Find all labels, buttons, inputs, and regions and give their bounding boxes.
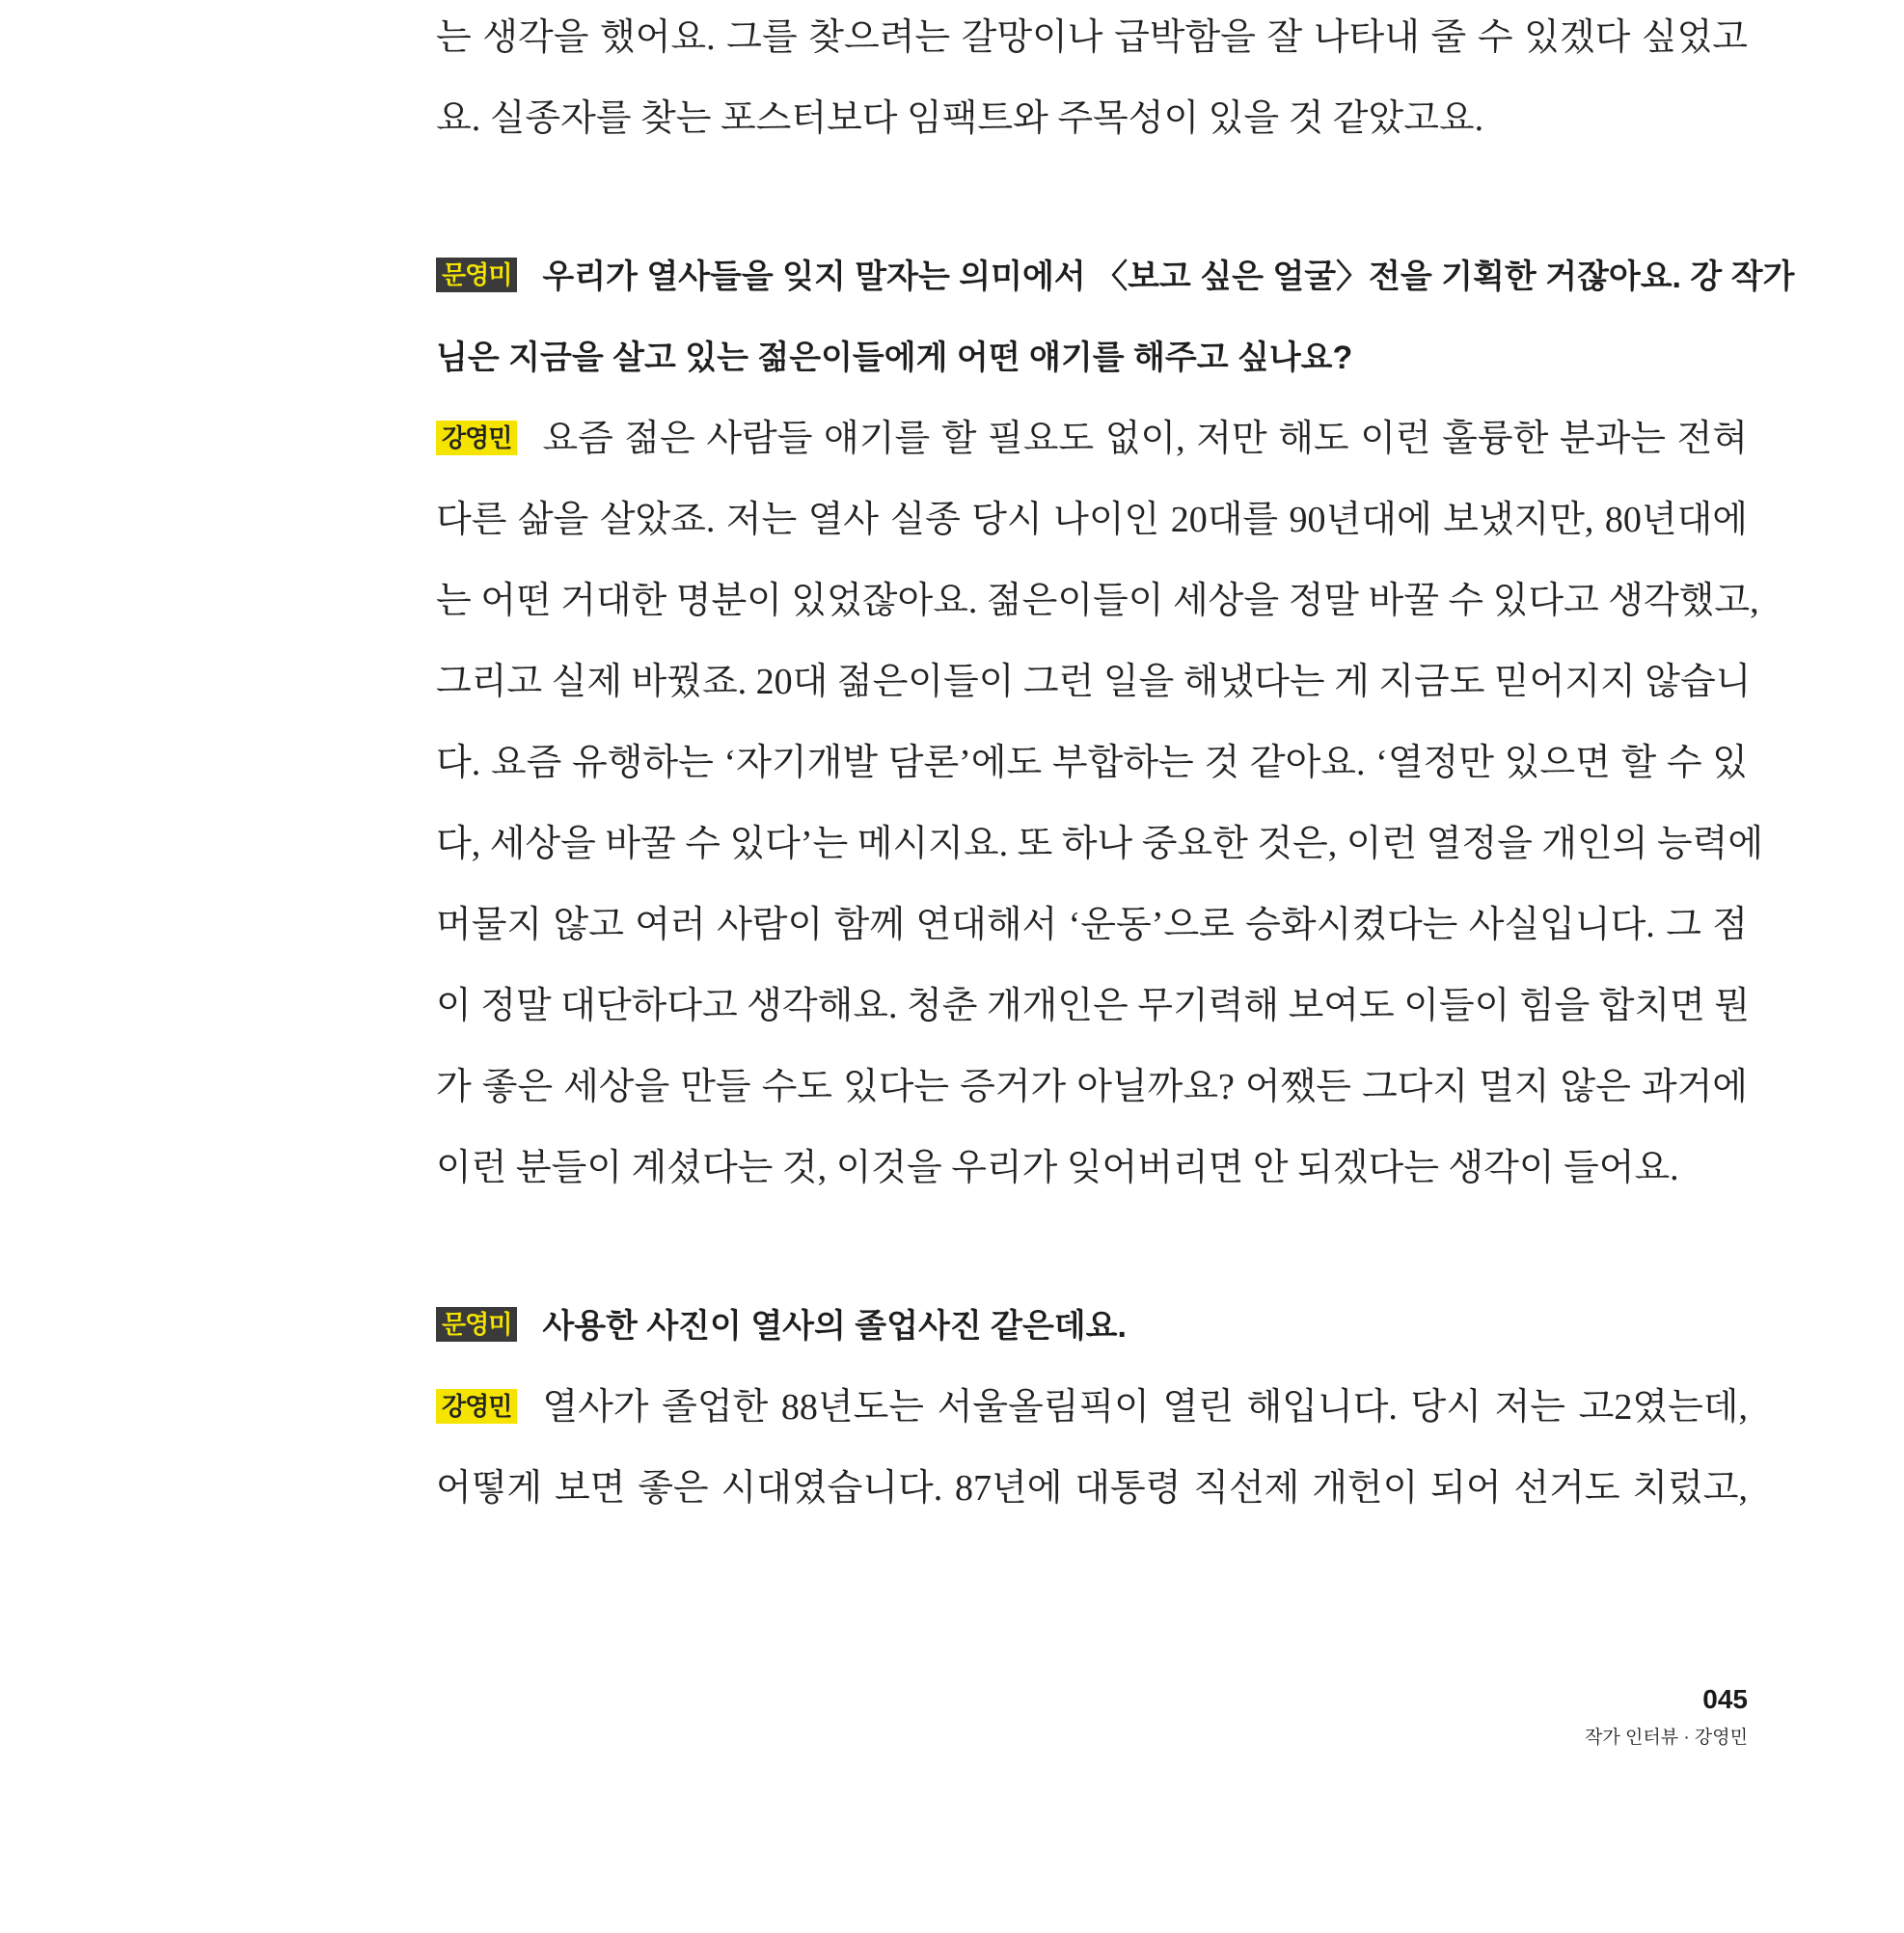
answer-line: 머물지 않고 여러 사람이 함께 연대해서 ‘운동’으로 승화시켰다는 사실입니다. 그 점 (436, 905, 1748, 945)
speaker-tag-author: 강영민 (436, 1389, 517, 1424)
question-text: 사용한 사진이 열사의 졸업사진 같은데요. (542, 1308, 1127, 1345)
answer-line: 그리고 실제 바꿨죠. 20대 젊은이들이 그런 일을 해냈다는 게 지금도 믿어지지 않습니 (436, 662, 1752, 702)
speaker-tag-interviewer: 문영미 (436, 1307, 517, 1342)
body-line: 는 생각을 했어요. 그를 찾으려는 갈망이나 급박함을 잘 나타내 줄 수 있겠다 싶었고 (436, 17, 1748, 58)
answer-line: 다른 삶을 살았죠. 저는 열사 실종 당시 나이인 20대를 90년대에 보냈지만, 80년대에 (436, 500, 1748, 540)
question-line: 님은 지금을 살고 있는 젊은이들에게 어떤 얘기를 해주고 싶나요? (436, 340, 1353, 376)
answer-line: 어떻게 보면 좋은 시대였습니다. 87년에 대통령 직선제 개헌이 되어 선거도 치렀고, (436, 1468, 1748, 1509)
question-line (436, 253, 1795, 301)
body-line: 요. 실종자를 찾는 포스터보다 임팩트와 주목성이 있을 것 같았고요. (436, 98, 1484, 139)
answer-line: 이 정말 대단하다고 생각해요. 청춘 개개인은 무기력해 보여도 이들이 힘을 합치면 뭔 (436, 986, 1751, 1026)
question-line (436, 1302, 1748, 1350)
speaker-tag-author: 강영민 (436, 421, 517, 455)
speaker-tag-interviewer: 문영미 (436, 258, 517, 292)
answer-text: 열사가 졸업한 88년도는 서울올림픽이 열린 해입니다. 당시 저는 고2였는데, (542, 1387, 1748, 1428)
answer-line: 다. 요즘 유행하는 ‘자기개발 담론’에도 부합하는 것 같아요. ‘열정만 있으면 할 수 있 (436, 743, 1748, 783)
answer-line (436, 415, 1748, 463)
question-text: 우리가 열사들을 잊지 말자는 의미에서 〈보고 싶은 얼굴〉전을 기획한 거잖아요. 강 작가 (542, 259, 1795, 295)
running-footer: 작가 인터뷰 · 강영민 (1585, 1728, 1748, 1748)
answer-text: 요즘 젊은 사람들 얘기를 할 필요도 없이, 저만 해도 이런 훌륭한 분과는 전혀 (542, 419, 1748, 459)
answer-line: 는 어떤 거대한 명분이 있었잖아요. 젊은이들이 세상을 정말 바꿀 수 있다고 생각했고, (436, 581, 1759, 621)
answer-line: 다, 세상을 바꿀 수 있다’는 메시지요. 또 하나 중요한 것은, 이런 열정을 개인의 능력에 (436, 824, 1764, 864)
answer-line (436, 1383, 1748, 1431)
answer-line: 가 좋은 세상을 만들 수도 있다는 증거가 아닐까요? 어쨌든 그다지 멀지 않은 과거에 (436, 1067, 1748, 1107)
answer-line: 이런 분들이 계셨다는 것, 이것을 우리가 잊어버리면 안 되겠다는 생각이 들어요. (436, 1148, 1679, 1188)
page-number: 045 (1702, 1684, 1748, 1714)
